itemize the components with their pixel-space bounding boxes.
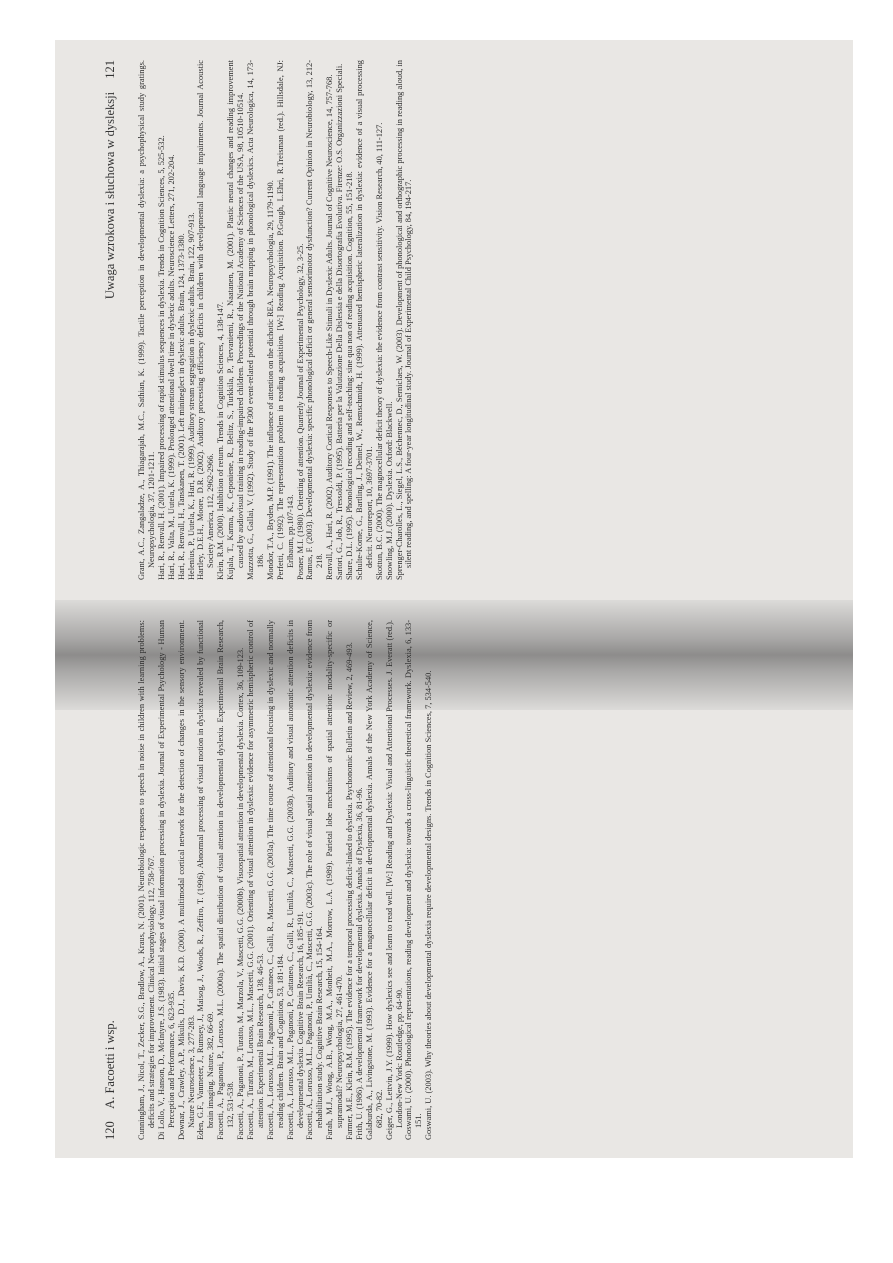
- right-page: [103, 60, 663, 580]
- reference-entry: Frith, U. (1986). A developmental framework for developmental dyslexia. Annals of Dyslexia, 36, 81-96.: [354, 787, 364, 1140]
- reference-entry: Hartley, D.E.H., Moore, D.R. (2002). Auditory processing efficiency deficits in children with developmental language impairments. Journal Acoustic Society America, 112, 2962-2966.: [196, 60, 216, 580]
- reference-entry: Facoetti, A., Turatto, M., Lorusso, M.L., Mascetti, G.G. (2001). Orienting of visual attention in dyslexia: evidence for asymmetric hemispheric control of attention. Experimental Brain Research, 138, 46-53.: [245, 620, 265, 1140]
- reference-entry: Mondor, T.A., Bryden, M.P. (1991). The influence of attention on the dichotic REA. Neuropsychologia, 29, 1179-1190.: [265, 180, 275, 580]
- left-running-title: A. Facoetti i wsp.: [103, 1020, 117, 1109]
- reference-entry: Mazzotta, G., Gallai, V. (1992). Study of the P300 event-related potential through brain mapping in phonological dyslexics. Acta Neurologica, 14, 173-186.: [245, 60, 265, 580]
- reference-entry: Renvall, A., Hari, R. (2002). Auditory Cortical Responses to Speech-Like Stimuli in Dyslexic Adults. Journal of Cognitive Neuroscience, 14, 757-768.: [325, 74, 335, 580]
- reference-entry: Di Lollo, V., Hanson, D., McIntyre, J.S. (1983). Initial stages of visual information processing in dyslexia. Journal of Experimental Psychology - Human Perception and Performance, 6, 623-935.: [156, 620, 176, 1140]
- reference-entry: Galaburda, A., Livingstone, M. (1993). Evidence for a magnocellular deficit in developmental dyslexia. Annals of the New York Academy of Science, 682, 70-82.: [364, 620, 384, 1140]
- reference-entry: Snowling, M.J. (2000). Dyslexia. Oxford: Blackwell.: [384, 401, 394, 580]
- reference-entry: Hari, R., Renvall, H., Tanskanen, T. (2001). Left minineglect in dyslexic adults. Brain, 124, 1373-1380.: [176, 233, 186, 580]
- reference-entry: Goswami, U. (2000). Phonological representations, reading development and dyslexia: towards a cross-linguistic theoretical framework. Dyslexia, 6, 133-151.: [404, 620, 424, 1140]
- reference-entry: Downar, J., Crawley, A.P., Mikulis, D.J., Davis, K.D. (2000). A multimodal cortical network for the detection of changes in the sensory environment. Nature Neuroscience, 3, 277-283.: [176, 620, 196, 1140]
- right-page-number: 121: [103, 60, 117, 79]
- reference-entry: Perfetti, C. (1992). The representation problem in reading acquisition. [W:] Reading Acquisition. P.Gough, L.Ehri, R.Treisman (red.). Hillsdale, NJ: Erlbaum, pp.107-143.: [275, 60, 295, 580]
- reference-entry: Klein, R.M. (2000). Inhibition of return. Trends in Cognition Sciences, 4, 138-147.: [216, 302, 226, 580]
- reference-entry: Facoetti, A., Lorusso, M.L., Paganoni, P., Umiltà, C., Mascetti, G.G. (2003c). The role of visual spatial attention in developmental dyslexia: evidence from rehabilitation study. Cognitive Brain Research, 15, 154-164.: [305, 620, 325, 1140]
- reference-entry: Eden, G.F., Vanmeter, J., Rumsey, J., Maisog, J., Woods, R., Zeffiro, T. (1996). Abnormal processing of visual motion in dyslexia revealed by functional brain imaging. Nature, 382, 66-69.: [196, 620, 216, 1140]
- reference-entry: Share, D.L. (1995). Phonological recoding and self-teaching: sine qua non of reading acquisition. Cognition, 55, 151-218.: [345, 171, 355, 580]
- left-page: [103, 620, 663, 1140]
- reference-entry: Sprenger-Charolles, L., Siegel, L.S., Béchennec, D., Serniclaes, W. (2003). Development of phonological and orthographic processing in reading aloud, in silent reading, and spelling: A four-year longitudinal study. Journal of Experimental Child Psychology, 84, 194-217.: [394, 60, 414, 580]
- reference-entry: Facoetti, A., Paganoni, P., Lorusso, M.L. (2000a). The spatial distribution of visual attention in developmental dyslexia. Experimental Brain Research, 132, 531-538.: [216, 620, 236, 1140]
- left-reference-list: [137, 620, 434, 1140]
- reference-entry: Hari, R., Valta, M., Uutela, K. (1999). Prolonged attentional dwell time in dyslexic adults. Neuroscience Letters, 271, 202-204.: [166, 154, 176, 580]
- reference-entry: Cunningham, J., Nicol, T., Zecker, S.G., Bradlow, A., Kraus, N. (2001). Neurobiologic responses to speech in noise in children with learning problems: deficits and strategies for improvement. Clinical Neurophysiology, 112, 758-767.: [137, 620, 156, 1140]
- reference-entry: Farmer, M.E., Klein, R.M. (1995). The evidence for a temporal processing deficit-linked to dyslexia. Psychonomic Bulletin and Review, 2, 469-493.: [345, 642, 355, 1140]
- reference-entry: Goswami, U. (2003). Why theories about developmental dyslexia require developmental designs. Trends in Cognition Sciences, 7, 534-540.: [424, 670, 434, 1140]
- reference-entry: Schulte-Korne, G., Bartling, J., Deimel, W., Remschmidt, H. (1999). Attenuated hemispheric lateralization in dyslexia: evidence of a visual processing deficit. Neuroreport, 10, 3697-3701.: [354, 60, 374, 580]
- reference-entry: Facoetti, A., Lorusso, M.L., Paganoni, P., Cattaneo, C., Galli, R., Umiltà, C., Mascetti, G.G. (2003b). Auditory and visual automatic attention deficits in developmental dyslexia. Cognitive Brain Research, 16, 185-191.: [285, 620, 305, 1140]
- reference-entry: Sartori, G., Job, R., Tressoldi, P. (1995). Batteria per la Valutazione Della Dislessia e della Disortografia Evolutiva. Firenze: O.S. Organizzazioni Speciali.: [335, 63, 345, 580]
- left-page-number: 120: [103, 1121, 117, 1140]
- reference-entry: Helenius, P., Uutela, K., Hari, R. (1999). Auditory stream segregation in dyslexic adults. Brain, 122, 907-913.: [186, 212, 196, 580]
- reference-entry: Facoetti, A., Lorusso, M.L., Paganoni, P., Cattaneo, C., Galli, R., Mascetti, G.G. (2003a). The time course of attentional focusing in dyslexic and normally reading children. Brain and Cognition, 53, 181-184.: [265, 620, 285, 1140]
- right-reference-list: [137, 60, 414, 580]
- reference-entry: Kujala, T., Karma, K., Ceponiene, R., Belitz, S., Turkkila, P., Tervaniemi, R., Naatanen, M. (2001). Plastic neural changes and reading improvement caused by audiovisual training in reading-impaired children. Proceedings of the National Academy of Sciences of the USA, 98, 10510-10514.: [226, 60, 246, 580]
- right-running-title: Uwaga wzrokowa i słuchowa w dysleksji: [103, 91, 117, 300]
- reference-entry: Posner, M.I. (1980). Orienting of attention. Quarterly Journal of Experimental Psychology, 32, 3-25.: [295, 243, 305, 580]
- reference-entry: Hari, R., Renvall, H. (2001). Impaired processing of rapid stimulus sequences in dyslexia. Trends in Cognition Sciences, 5, 525-532.: [156, 135, 166, 580]
- left-running-head: [103, 620, 125, 1140]
- right-running-head: [103, 60, 125, 580]
- reference-entry: Geiger, G., Lettvin, J.Y. (1999). How dyslexics see and learn to read well. [W:] Reading and Dyslexia: Visual and Attentional Processes. J. Everatt (red.). London-New York: Routledge, pp. 64-90.: [384, 620, 404, 1140]
- reference-entry: Ramus, F. (2003). Developmental dyslexia: specific phonological deficit or general sensorimotor dysfunction? Current Opinion in Neurobiology, 13, 212-218.: [305, 60, 325, 580]
- reference-entry: Skottun, B.C. (2000). The magnocellular deficit theory of dyslexia: the evidence from contrast sensitivity. Vision Research, 40, 111-127.: [374, 122, 384, 580]
- reference-entry: Farah, M.J., Wong, A.B., Wong, M.A., Monheit, M.A., Morrow, L.A. (1989). Parietal lobe mechanisms of spatial attention: modality-specific or supramodal? Neuropsychologia, 27, 461-470.: [325, 620, 345, 1140]
- reference-entry: Facoetti, A., Paganoni, P., Turatto, M., Marzola, V., Mascetti, G.G. (2000b). Visuospatial attention in developmental dyslexia. Cortex, 36, 109-123.: [236, 647, 246, 1140]
- reference-entry: Grant, A.C., Zangaladze, A., Thiagarajah, M.C., Sathian, K. (1999). Tactile perception in developmental dyslexia: a psychophysical study gratings. Neuropsychologia, 37, 1201-1211.: [137, 60, 156, 580]
- scanned-book-spread: [55, 40, 853, 1158]
